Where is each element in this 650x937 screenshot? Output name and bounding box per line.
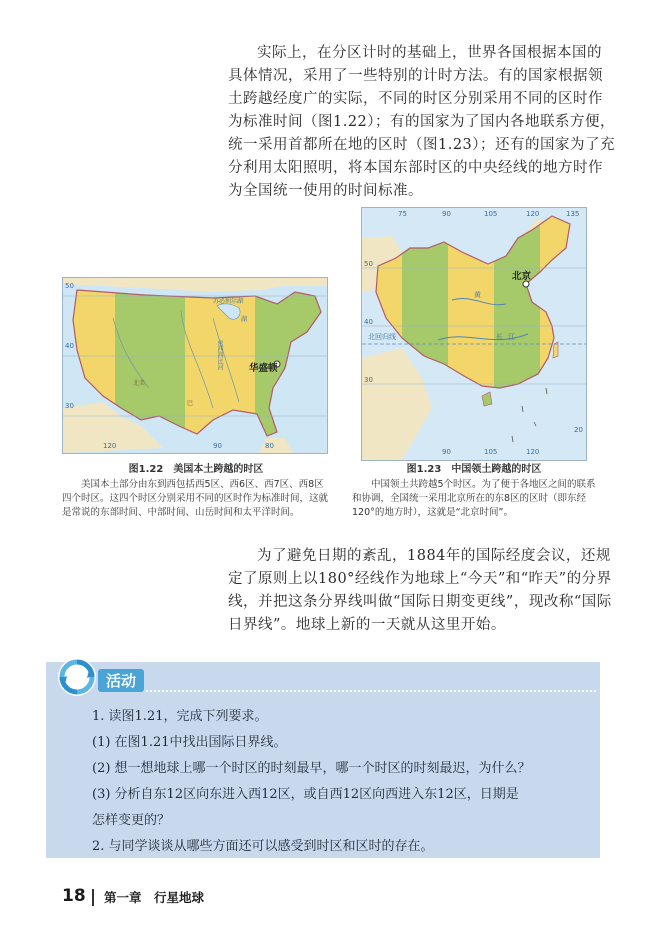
- label-lon90: 90: [213, 442, 222, 450]
- activity-item: (2) 想一想地球上哪一个时区的时刻最早，哪一个时区的时刻最迟，为什么？: [92, 761, 531, 776]
- label-lon80: 80: [265, 442, 274, 450]
- label-lon105-bottom: 105: [484, 448, 498, 456]
- footer-divider: [92, 889, 94, 906]
- caption-china-body: 中国领土共跨越5个时区。为了便于各地区之间的联系和协调，全国统一采用北京所在的东8区的区时（即东经120°的地方时），这就是“北京时间”。: [352, 479, 596, 518]
- activity-cycle-icon: [56, 656, 98, 702]
- label-lon120-top: 120: [526, 210, 540, 218]
- label-lat20-china: 20: [574, 426, 583, 434]
- china-timezone-map: [361, 207, 587, 461]
- label-lake: 苏必利尔湖: [213, 298, 244, 305]
- label-state: 巴: [187, 400, 194, 407]
- label-river-huang: 黄: [474, 291, 481, 299]
- label-lon120-bottom: 120: [526, 448, 540, 456]
- label-river-chang: 长: [496, 333, 503, 341]
- activity-item: 2. 与同学谈谈从哪些方面还可以感受到时区和区时的存在。: [92, 839, 434, 854]
- label-river-jiang: 江: [508, 333, 515, 341]
- caption-usa: [62, 463, 330, 520]
- label-lat30-china: 30: [364, 376, 373, 384]
- label-lakes: 湖: [241, 316, 248, 323]
- caption-usa-body: 美国本土部分由东到西包括西5区、西6区、西7区、西8区四个时区。这四个时区分别采用不同的区时作为标准时间，这就是常说的东部时间、中部时间、山岳时间和太平洋时间。: [62, 479, 329, 518]
- label-lat30: 30: [65, 402, 74, 410]
- label-beijing: 北京: [512, 271, 532, 282]
- label-river: 密西西比河: [216, 340, 223, 370]
- label-lat40-china: 40: [364, 318, 373, 326]
- paragraph-date-line: 为了避免日期的紊乱，1884年的国际经度会议，还规定了原则上以180°经线作为地球上“今天”和“昨天”的分界线，并把这条分界线叫做“国际日期变更线”，现改称“国际日界线”。地球上新的一天就从这里开始。: [228, 548, 612, 633]
- caption-usa-title: 图1.22 美国本土跨越的时区: [128, 464, 264, 475]
- usa-timezone-map: [62, 277, 328, 454]
- activity-divider: [146, 690, 596, 692]
- label-region: 北美: [133, 380, 146, 387]
- activity-title: 活动: [98, 669, 144, 692]
- label-lat40: 40: [65, 342, 74, 350]
- label-lon105-top: 105: [484, 210, 498, 218]
- label-lon90-bottom: 90: [442, 448, 451, 456]
- caption-china-title: 图1.23 中国领土跨越的时区: [406, 464, 542, 475]
- activity-item: (3) 分析自东12区向东进入西12区，或自西12区向西进入东12区，日期是: [92, 787, 519, 802]
- label-tropic: 北回归线: [368, 333, 396, 341]
- caption-china: [352, 463, 596, 520]
- activity-item: 1. 读图1.21，完成下列要求。: [92, 709, 268, 724]
- label-washington: 华盛顿: [249, 363, 278, 374]
- page-number: 18: [62, 886, 86, 906]
- label-lat50: 50: [65, 282, 74, 290]
- chapter-title: 第一章 行星地球: [104, 890, 205, 905]
- paragraph-timekeeping: 实际上，在分区计时的基础上，世界各国根据本国的具体情况，采用了一些特别的计时方法。有的国家根据领土跨越经度广的实际，不同的时区分别采用不同的区时作为标准时间（图1.22）；有的国家为了国内各地联系方便，统一采用首都所在地的区时（图1.23）；还有的国家为了充分利用太阳照明，将本国东部时区的中央经线的地方时作为全国统一使用的时间标准。: [228, 45, 616, 199]
- activity-item: (1) 在图1.21中找出国际日界线。: [92, 735, 287, 750]
- label-lon135-top: 135: [566, 210, 580, 218]
- label-lat50-china: 50: [364, 260, 373, 268]
- activity-box: [46, 662, 600, 858]
- label-lon90-top: 90: [442, 210, 451, 218]
- label-lon120: 120: [103, 442, 117, 450]
- label-lon75-top: 75: [398, 210, 407, 218]
- activity-list: [64, 704, 588, 860]
- activity-item: 怎样变更的？: [92, 813, 171, 828]
